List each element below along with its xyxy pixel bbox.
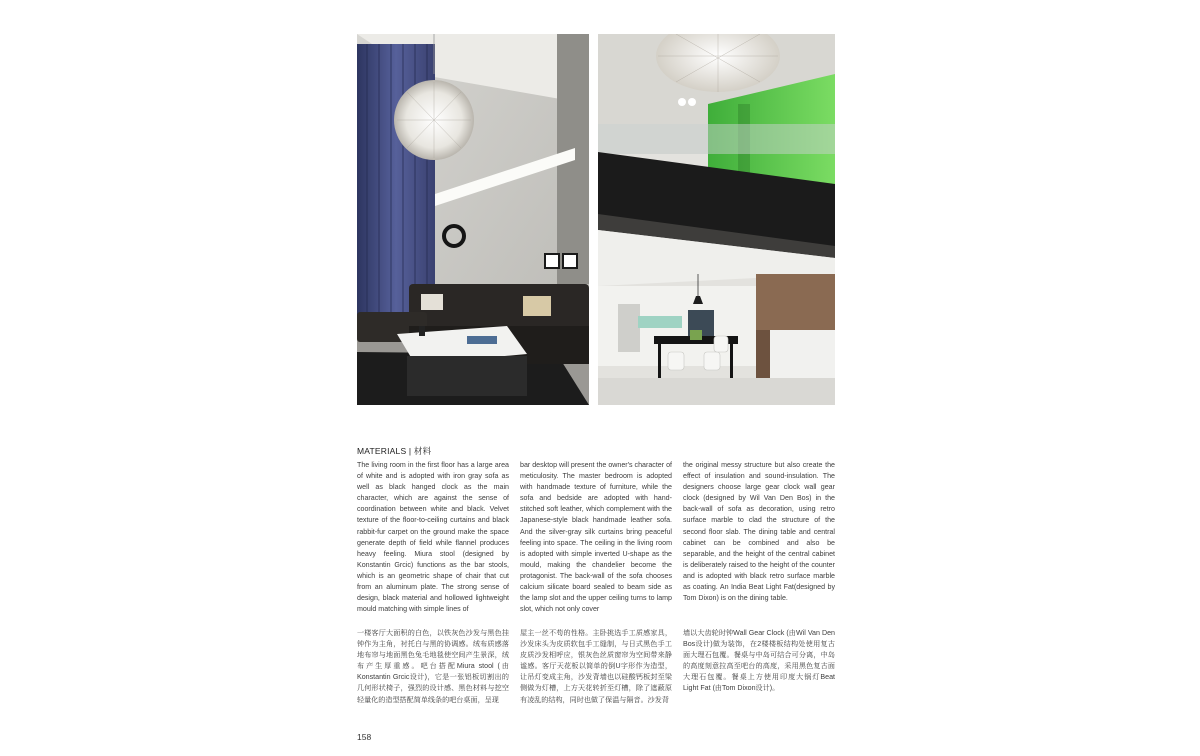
english-column-3 bbox=[683, 460, 835, 604]
living-room-photo bbox=[357, 34, 589, 405]
section-heading: MATERIALS | 材料 bbox=[357, 446, 432, 456]
chinese-column-1 bbox=[357, 628, 509, 706]
english-paragraph: The living room in the first floor has a large area of white and is adopted with iron gray sofa as well as black hanged clock as the main character, which are against the sense of coordination between white and black. Velvet texture of the floor-to-ceiling curtains and black rabbit-fur carpet on the ground make the space generate depth of field while flannel produces heavy feeling. Miura stool (designed by Konstantin Grcic) functions as the bar stools, which is an geometric shape of chair that cut from an aluminum plate. The strong sense of design, black material and hollowed lightweight mould matching with simple lines of bbox=[357, 461, 509, 614]
english-paragraph: bar desktop will present the owner's character of meticulosity. The master bedroom is adopted with handmade texture of furniture, while the sofa and bedside are adopted with hand-stitched soft leather, which complement with the Japanese-style black handmade leather sofa. And the silver-gray silk curtains bring peaceful feeling into space. The ceiling in the living room is adopted with simple inverted U-shape as the mould, making the chandelier become the protagonist. The back-wall of the sofa chooses calcium silicate board sealed to beam side as the lamp slot and the upper ceiling turns to lamp slot, which not only cover bbox=[520, 461, 672, 614]
chinese-paragraph: 一楼客厅大面积的白色，以铁灰色沙发与黑色挂钟作为主角，衬托白与黑的协调感。绒布质感落地布帘与地面黑色兔毛地毯使空间产生景深，绒布产生厚重感。吧台搭配Miura stool (由Konstantin Grcic设计)，它是一张铝板切割出的几何形状椅子，强烈的设计感、黑色材料与挖空轻量化的造型搭配简单线条的吧台桌面，呈现 bbox=[357, 629, 509, 704]
english-column-2 bbox=[520, 460, 672, 615]
chinese-column-2 bbox=[520, 628, 672, 706]
chinese-paragraph: 屋主一丝不苟的性格。主卧挑选手工质感家具，沙发床头为皮质软包手工缝制，与日式黑色手工皮质沙发相呼应，银灰色丝质窗帘为空间带来静谧感。客厅天花板以简单的倒U字形作为造型，让吊灯变成主角，沙发背墙也以硅酸钙板封至梁侧做为灯槽，上方天花转折至灯槽，除了遮蔽原有凌乱的结构，同时也做了保温与隔音。沙发背 bbox=[520, 629, 672, 704]
english-paragraph: the original messy structure but also create the effect of insulation and sound-insulation. The designers choose large gear clock wall gear clock (designed by Wil Van Den Bos) in the back-wall of sofa as decoration, using retro surface marble to clad the structure of the second floor slab. The dining table and central cabinet can be combined and also be separable, and the height of the central cabinet is deliberately raised to the height of the counter and is adopted with black retro surface marble as coating. An India Beat Light Fat(designed by Tom Dixon) is on the dining table. bbox=[683, 461, 835, 603]
chinese-column-3 bbox=[683, 628, 835, 695]
english-column-1 bbox=[357, 460, 509, 615]
page-number: 158 bbox=[357, 732, 372, 742]
mezzanine-dining-photo bbox=[598, 34, 835, 405]
chinese-paragraph: 墙以大齿轮时钟Wall Gear Clock (由Wil Van Den Bos设计)做为装饰，在2楼楼板结构处使用复古面大理石包覆。餐桌与中岛可结合可分离，中岛的高度刻意拉高至吧台的高度，采用黑色复古面大理石包覆。餐桌上方使用印度大锅灯Beat Light Fat (由Tom Dixon设计)。 bbox=[683, 629, 835, 693]
